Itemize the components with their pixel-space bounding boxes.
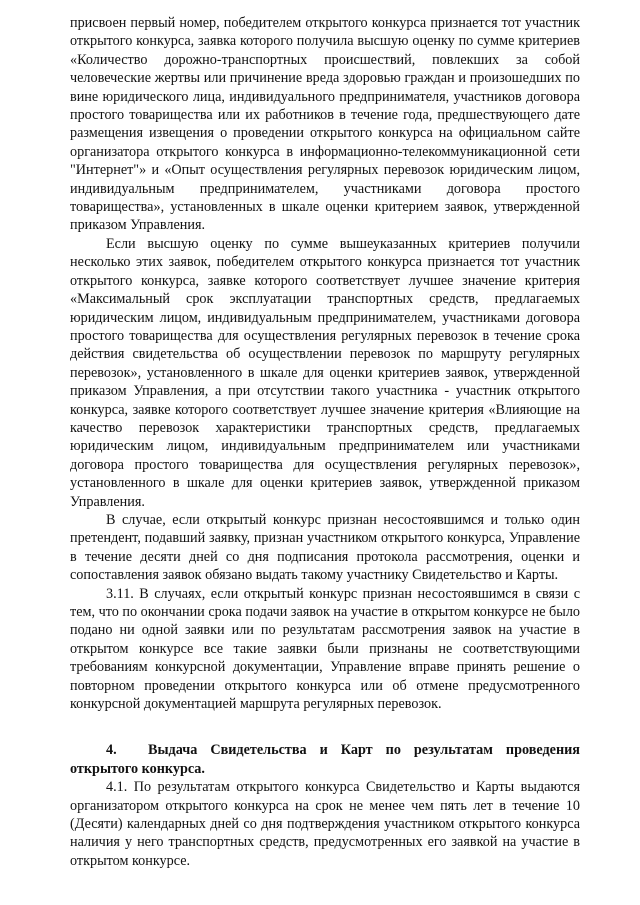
section-number: 4. [106,742,117,759]
paragraph-highest-score: Если высшую оценку по сумме вышеуказанных критериев получили несколько этих заявок, победителем открытого конкурса признается тот участник открытого конкурса, заявке которого соответствует лучшее значение критерия «Максимальный срок эксплуатации транспортных средств, предлагаемых юридическим лицом, индивидуальным предпринимателем, участниками договора простого товарищества для осуществления регулярных перевозок в течение срока действия свидетельства об осуществлении перевозок по маршруту регулярных перевозок», установленного в шкале для оценки критериев заявок, утвержденной приказом Управления, а при отсутствии такого участника - участник открытого конкурса, заявке которого соответствует лучшее значение критерия «Влияющие на качество перевозок характеристики транспортных средств, предлагаемых юридическим лицом, индивидуальным предпринимателем или участниками договора простого товарищества для осуществления регулярных перевозок», установленного в шкале для оценки критериев заявок, утвержденной приказом Управления. [70,235,580,510]
paragraph-continuation: присвоен первый номер, победителем открытого конкурса признается тот участник открытого конкурса, заявка которого получила высшую оценку по сумме критериев «Количество дорожно-транспортных происшествий, повлекших за собой человеческие жертвы или причинение вреда здоровью граждан и произошедших по вине юридического лица, индивидуального предпринимателя, участников договора простого товарищества или их работников в течение года, предшествующего дате размещения извещения о проведении открытого конкурса на официальном сайте организатора открытого конкурса в информационно-телекоммуникационной сети "Интернет"» и «Опыт осуществления регулярных перевозок юридическим лицом, индивидуальным предпринимателем, участниками договора простого товарищества», установленных в шкале оценки критерием заявок, утвержденной приказом Управления. [70,15,580,234]
paragraph-3-11: 3.11. В случаях, если открытый конкурс признан несостоявшимся в связи с тем, что по окончании срока подачи заявок на участие в открытом конкурсе не было подано ни одной заявки или по результатам рассмотрения заявок на участие в открытом конкурсе все такие заявки были признаны не соответствующими требованиям конкурсной документации, Управление вправе принять решение о повторном проведении открытого конкурса или об отмене предусмотренного конкурсной документацией маршрута регулярных перевозок. [70,585,580,713]
section-title: Выдача Свидетельства и Карт по результатам проведения открытого конкурса. [70,742,580,777]
paragraph-single-participant: В случае, если открытый конкурс признан несостоявшимся и только один претендент, подавший заявку, признан участником открытого конкурса, Управление в течение десяти дней со дня подписания протокола рассмотрения, оценки и сопоставления заявок обязано выдать такому участнику Свидетельство и Карты. [70,511,580,584]
section-gap [70,713,580,741]
section-4-heading [70,741,580,778]
paragraph-4-1: 4.1. По результатам открытого конкурса Свидетельство и Карты выдаются организатором открытого конкурса на срок не менее чем пять лет в течение 10 (Десяти) календарных дней со дня подтверждения участником открытого конкурса наличия у него транспортных средств, предусмотренных его заявкой на участие в открытом конкурсе. [70,779,580,869]
document-page [70,14,580,870]
